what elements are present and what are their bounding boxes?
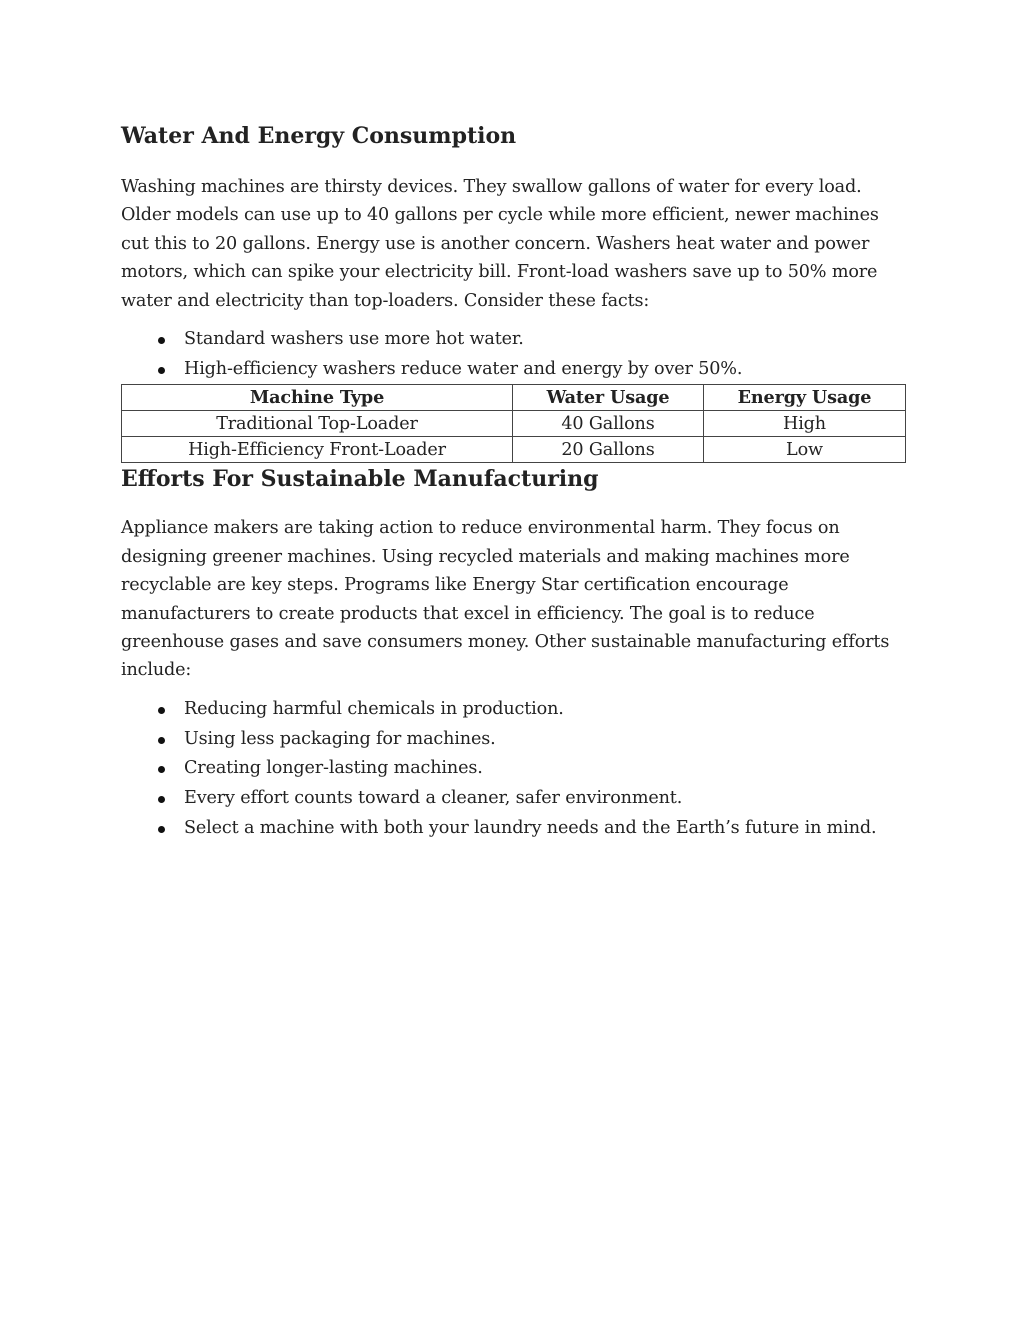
table-header-row — [122, 385, 906, 411]
list-item — [121, 355, 905, 385]
list-item — [121, 784, 905, 814]
list-item-text: Select a machine with both your laundry needs and the Earth’s future in mind. — [184, 817, 877, 838]
list-item-text: Creating longer-lasting machines. — [184, 758, 483, 779]
table-cell: Traditional Top-Loader — [122, 411, 513, 437]
table-cell: High-Efficiency Front-Loader — [122, 437, 513, 463]
bullet-icon — [158, 367, 165, 374]
table-row — [122, 411, 906, 437]
list-item-text: Standard washers use more hot water. — [184, 329, 524, 350]
list-item — [121, 814, 905, 844]
bullet-icon — [158, 707, 165, 714]
bullet-icon — [158, 826, 165, 833]
bullet-icon — [158, 337, 165, 344]
table-row — [122, 437, 906, 463]
table-cell: 40 Gallons — [513, 411, 704, 437]
list-item-text: Every effort counts toward a cleaner, safer environment. — [184, 787, 683, 808]
machine-usage-table — [121, 384, 906, 463]
list-item-text: Using less packaging for machines. — [184, 728, 496, 749]
list-item — [121, 725, 905, 755]
table-cell: High — [704, 411, 906, 437]
column-header-machine-type: Machine Type — [122, 385, 513, 411]
table-cell: Low — [704, 437, 906, 463]
efforts-bullet-list — [121, 695, 905, 844]
table-cell: 20 Gallons — [513, 437, 704, 463]
list-item-text: High-efficiency washers reduce water and energy by over 50%. — [184, 358, 743, 379]
column-header-energy-usage: Energy Usage — [704, 385, 906, 411]
section-heading-sustainable-manufacturing: Efforts For Sustainable Manufacturing — [121, 466, 599, 493]
bullet-icon — [158, 796, 165, 803]
list-item — [121, 325, 905, 355]
section-heading-water-energy: Water And Energy Consumption — [121, 123, 517, 149]
document-page — [121, 118, 905, 843]
list-item — [121, 695, 905, 725]
list-item — [121, 754, 905, 784]
section-paragraph-water-energy: Washing machines are thirsty devices. They swallow gallons of water for every load. Older models can use up to 40 gallons per cycle while more efficient, newer machines cut this to 20 gallons. Energy use is another concern. Washers heat water and power motors, which can spike your electricity bill. Front-load washers save up to 50% more water and electricity than top-loaders. Consider these facts: — [121, 177, 879, 311]
section-paragraph-sustainable-manufacturing: Appliance makers are taking action to reduce environmental harm. They focus on designing greener machines. Using recycled materials and making machines more recyclable are key steps. Programs like Energy Star certification encourage manufacturers to create products that excel in efficiency. The goal is to reduce greenhouse gases and save consumers money. Other sustainable manufacturing efforts include: — [121, 518, 890, 681]
facts-bullet-list — [121, 325, 905, 384]
column-header-water-usage: Water Usage — [513, 385, 704, 411]
bullet-icon — [158, 737, 165, 744]
bullet-icon — [158, 766, 165, 773]
list-item-text: Reducing harmful chemicals in production. — [184, 698, 564, 719]
